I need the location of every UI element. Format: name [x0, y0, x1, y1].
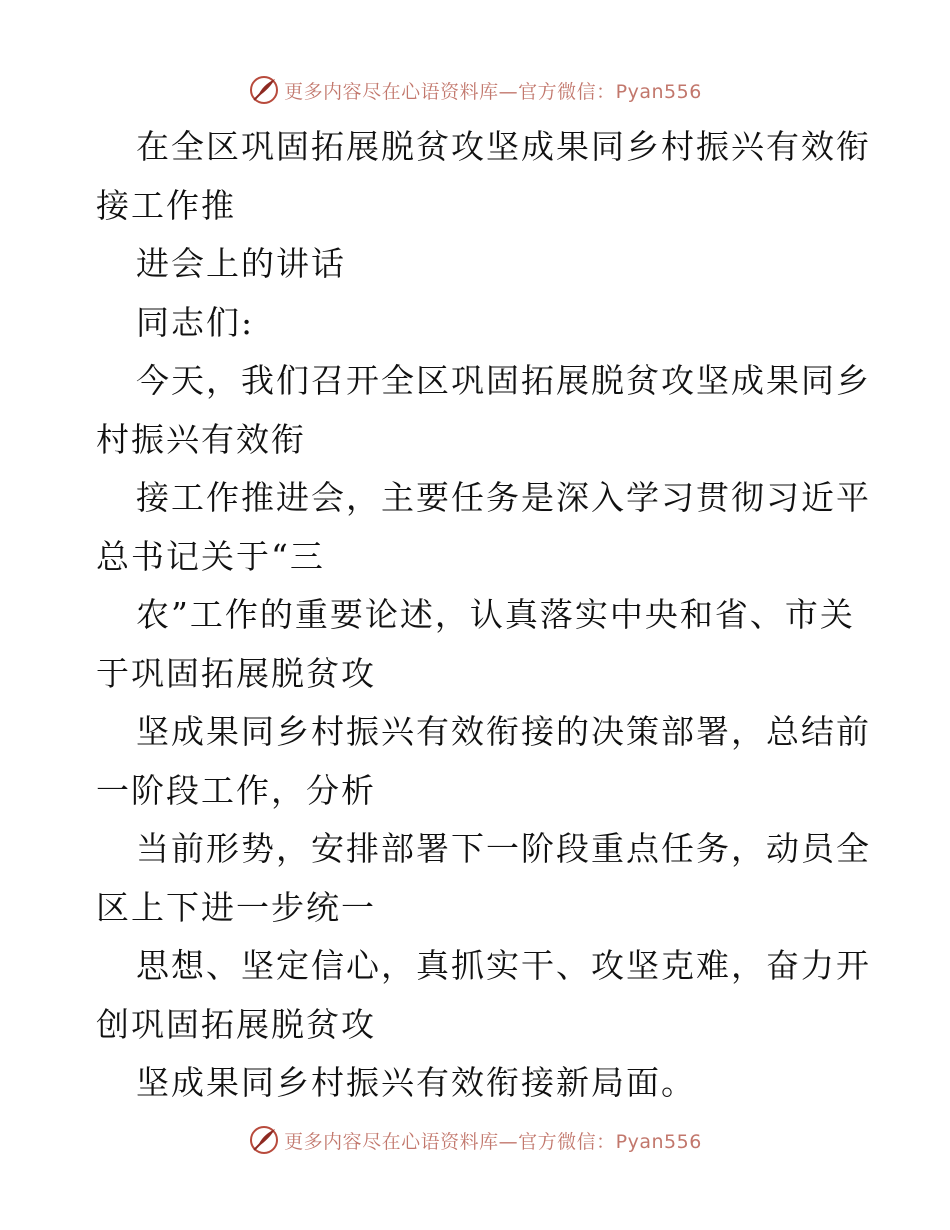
- quill-logo-icon: [248, 1124, 280, 1156]
- paragraph-line: 农”工作的重要论述，认真落实中央和省、市关: [136, 595, 855, 634]
- paragraph-line: 坚成果同乡村振兴有效衔接的决策部署，总结前: [136, 712, 871, 751]
- paragraph-line: 坚成果同乡村振兴有效衔接新局面。: [136, 1063, 696, 1102]
- paragraph-line: 思想、坚定信心，真抓实干、攻坚克难，奋力开: [136, 946, 871, 985]
- quill-logo-icon: [248, 74, 280, 106]
- paragraph-line: 村振兴有效衔: [96, 419, 306, 459]
- paragraph-line: 于巩固拓展脱贫攻: [96, 653, 376, 693]
- paragraph-line: 接工作推进会，主要任务是深入学习贯彻习近平: [136, 478, 871, 517]
- title-line-2: 接工作推: [96, 185, 236, 225]
- paragraph-line: 一阶段工作，分析: [96, 770, 376, 810]
- paragraph-line: 今天，我们召开全区巩固拓展脱贫攻坚成果同乡: [136, 361, 871, 400]
- title-line-3: 进会上的讲话: [136, 244, 346, 283]
- footer-watermark-text: 更多内容尽在心语资料库—官方微信：Pyan556: [284, 1130, 702, 1153]
- title-line-1: 在全区巩固拓展脱贫攻坚成果同乡村振兴有效衔: [136, 127, 871, 166]
- paragraph-line: 当前形势，安排部署下一阶段重点任务，动员全: [136, 829, 871, 868]
- footer-watermark-banner: [0, 1120, 950, 1160]
- header-watermark-banner: [0, 70, 950, 110]
- paragraph-line: 创巩固拓展脱贫攻: [96, 1004, 376, 1044]
- document-body: [96, 118, 871, 1113]
- paragraph-line: 总书记关于“三: [96, 536, 325, 576]
- salutation: 同志们:: [136, 302, 255, 342]
- paragraph-line: 区上下进一步统一: [96, 887, 376, 927]
- header-watermark-text: 更多内容尽在心语资料库—官方微信：Pyan556: [284, 80, 702, 103]
